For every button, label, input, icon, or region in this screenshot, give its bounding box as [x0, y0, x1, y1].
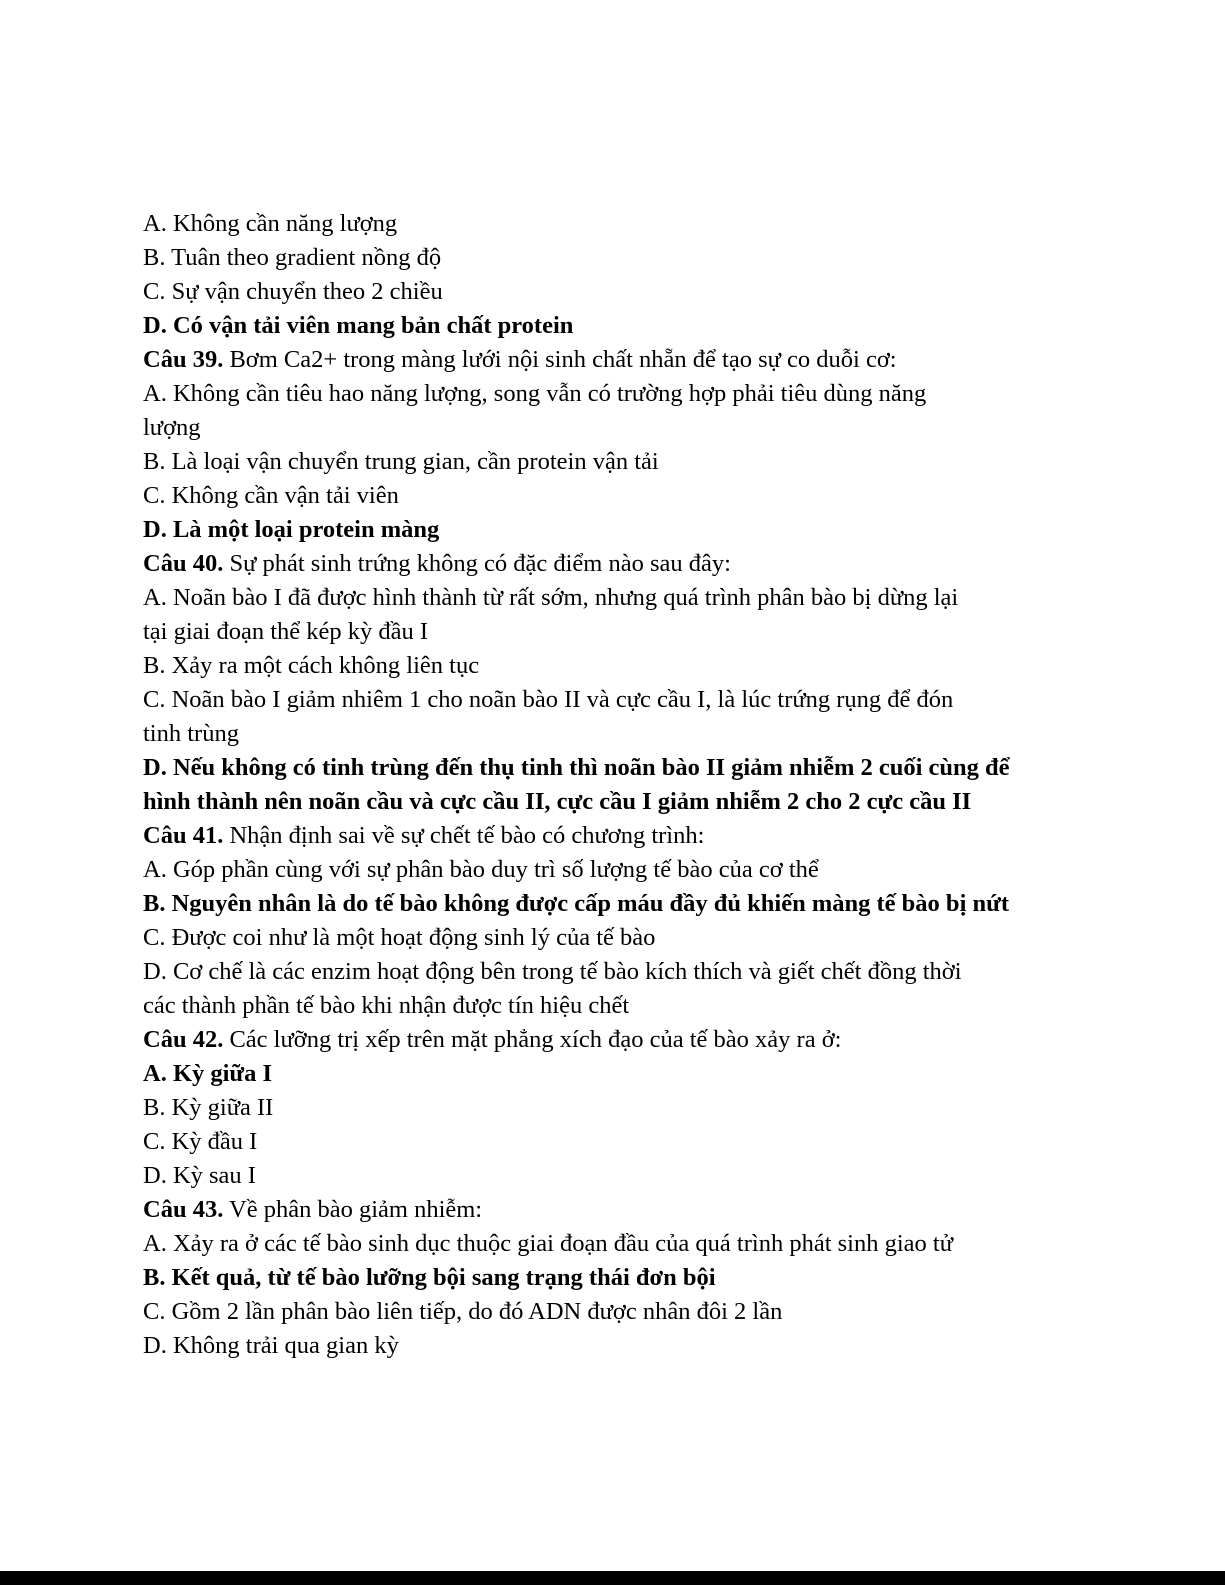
q40-option-d-correct-line2: hình thành nên noãn cầu và cực cầu II, cực cầu I giảm nhiễm 2 cho 2 cực cầu II	[143, 788, 972, 815]
q40-option-a-line1: A. Noãn bào I đã được hình thành từ rất sớm, nhưng quá trình phân bào bị dừng lại	[143, 584, 959, 611]
q38-option-c: C. Sự vận chuyển theo 2 chiều	[143, 278, 443, 305]
q40-option-d-correct-line1: D. Nếu không có tinh trùng đến thụ tinh thì noãn bào II giảm nhiễm 2 cuối cùng để	[143, 754, 1010, 781]
q38-option-b: B. Tuân theo gradient nồng độ	[143, 244, 442, 271]
q39-option-b: B. Là loại vận chuyển trung gian, cần protein vận tải	[143, 448, 659, 475]
q39-label: Câu 39.	[143, 346, 224, 373]
q43-option-b-correct: B. Kết quả, từ tế bào lưỡng bội sang trạng thái đơn bội	[143, 1264, 716, 1291]
q40-option-a-line2: tại giai đoạn thể kép kỳ đầu I	[143, 618, 429, 645]
q39-option-d-correct: D. Là một loại protein màng	[143, 516, 440, 543]
q41-stem	[143, 819, 1083, 853]
q40-option-c-line2: tinh trùng	[143, 720, 239, 747]
q39-option-a-line2: lượng	[143, 414, 201, 441]
document-page	[143, 207, 1083, 1363]
q42-text: Các lưỡng trị xếp trên mặt phẳng xích đạo của tế bào xảy ra ở:	[223, 1026, 842, 1053]
q43-stem	[143, 1193, 1083, 1227]
q41-option-c: C. Được coi như là một hoạt động sinh lý của tế bào	[143, 924, 656, 951]
q39-stem	[143, 343, 1083, 377]
question-42	[143, 1023, 1083, 1193]
q41-option-d-line1: D. Cơ chế là các enzim hoạt động bên trong tế bào kích thích và giết chết đồng thời	[143, 958, 962, 985]
q39-text: Bơm Ca2+ trong màng lưới nội sinh chất nhẵn để tạo sự co duỗi cơ:	[223, 346, 897, 373]
page-bottom-border	[0, 1571, 1225, 1585]
question-43	[143, 1193, 1083, 1363]
q42-option-c: C. Kỳ đầu I	[143, 1128, 258, 1155]
question-41	[143, 819, 1083, 1023]
q42-label: Câu 42.	[143, 1026, 224, 1053]
q41-option-d-line2: các thành phần tế bào khi nhận được tín hiệu chết	[143, 992, 630, 1019]
q41-label: Câu 41.	[143, 822, 224, 849]
q40-label: Câu 40.	[143, 550, 224, 577]
question-38-options	[143, 207, 1083, 343]
q42-option-d: D. Kỳ sau I	[143, 1162, 256, 1189]
q38-option-d-correct: D. Có vận tải viên mang bản chất protein	[143, 312, 574, 339]
q38-option-a: A. Không cần năng lượng	[143, 210, 398, 237]
q43-text: Về phân bào giảm nhiễm:	[223, 1196, 483, 1223]
q42-option-b: B. Kỳ giữa II	[143, 1094, 274, 1121]
q40-option-b: B. Xảy ra một cách không liên tục	[143, 652, 480, 679]
q39-option-a-line1: A. Không cần tiêu hao năng lượng, song vẫn có trường hợp phải tiêu dùng năng	[143, 380, 927, 407]
q43-option-a: A. Xảy ra ở các tế bào sinh dục thuộc giai đoạn đầu của quá trình phát sinh giao tử	[143, 1230, 953, 1257]
q41-text: Nhận định sai về sự chết tế bào có chương trình:	[223, 822, 705, 849]
q40-stem	[143, 547, 1083, 581]
question-40	[143, 547, 1083, 819]
q43-option-d: D. Không trải qua gian kỳ	[143, 1332, 399, 1359]
q43-label: Câu 43.	[143, 1196, 224, 1223]
question-39	[143, 343, 1083, 547]
q40-option-c-line1: C. Noãn bào I giảm nhiêm 1 cho noãn bào II và cực cầu I, là lúc trứng rụng để đón	[143, 686, 954, 713]
q40-text: Sự phát sinh trứng không có đặc điểm nào sau đây:	[223, 550, 731, 577]
q43-option-c: C. Gồm 2 lần phân bào liên tiếp, do đó ADN được nhân đôi 2 lần	[143, 1298, 783, 1325]
q42-option-a-correct: A. Kỳ giữa I	[143, 1060, 273, 1087]
q41-option-b-correct: B. Nguyên nhân là do tế bào không được cấp máu đầy đủ khiến màng tế bào bị nứt	[143, 890, 1009, 917]
q41-option-a: A. Góp phần cùng với sự phân bào duy trì số lượng tế bào của cơ thể	[143, 856, 819, 883]
q42-stem	[143, 1023, 1083, 1057]
q39-option-c: C. Không cần vận tải viên	[143, 482, 399, 509]
